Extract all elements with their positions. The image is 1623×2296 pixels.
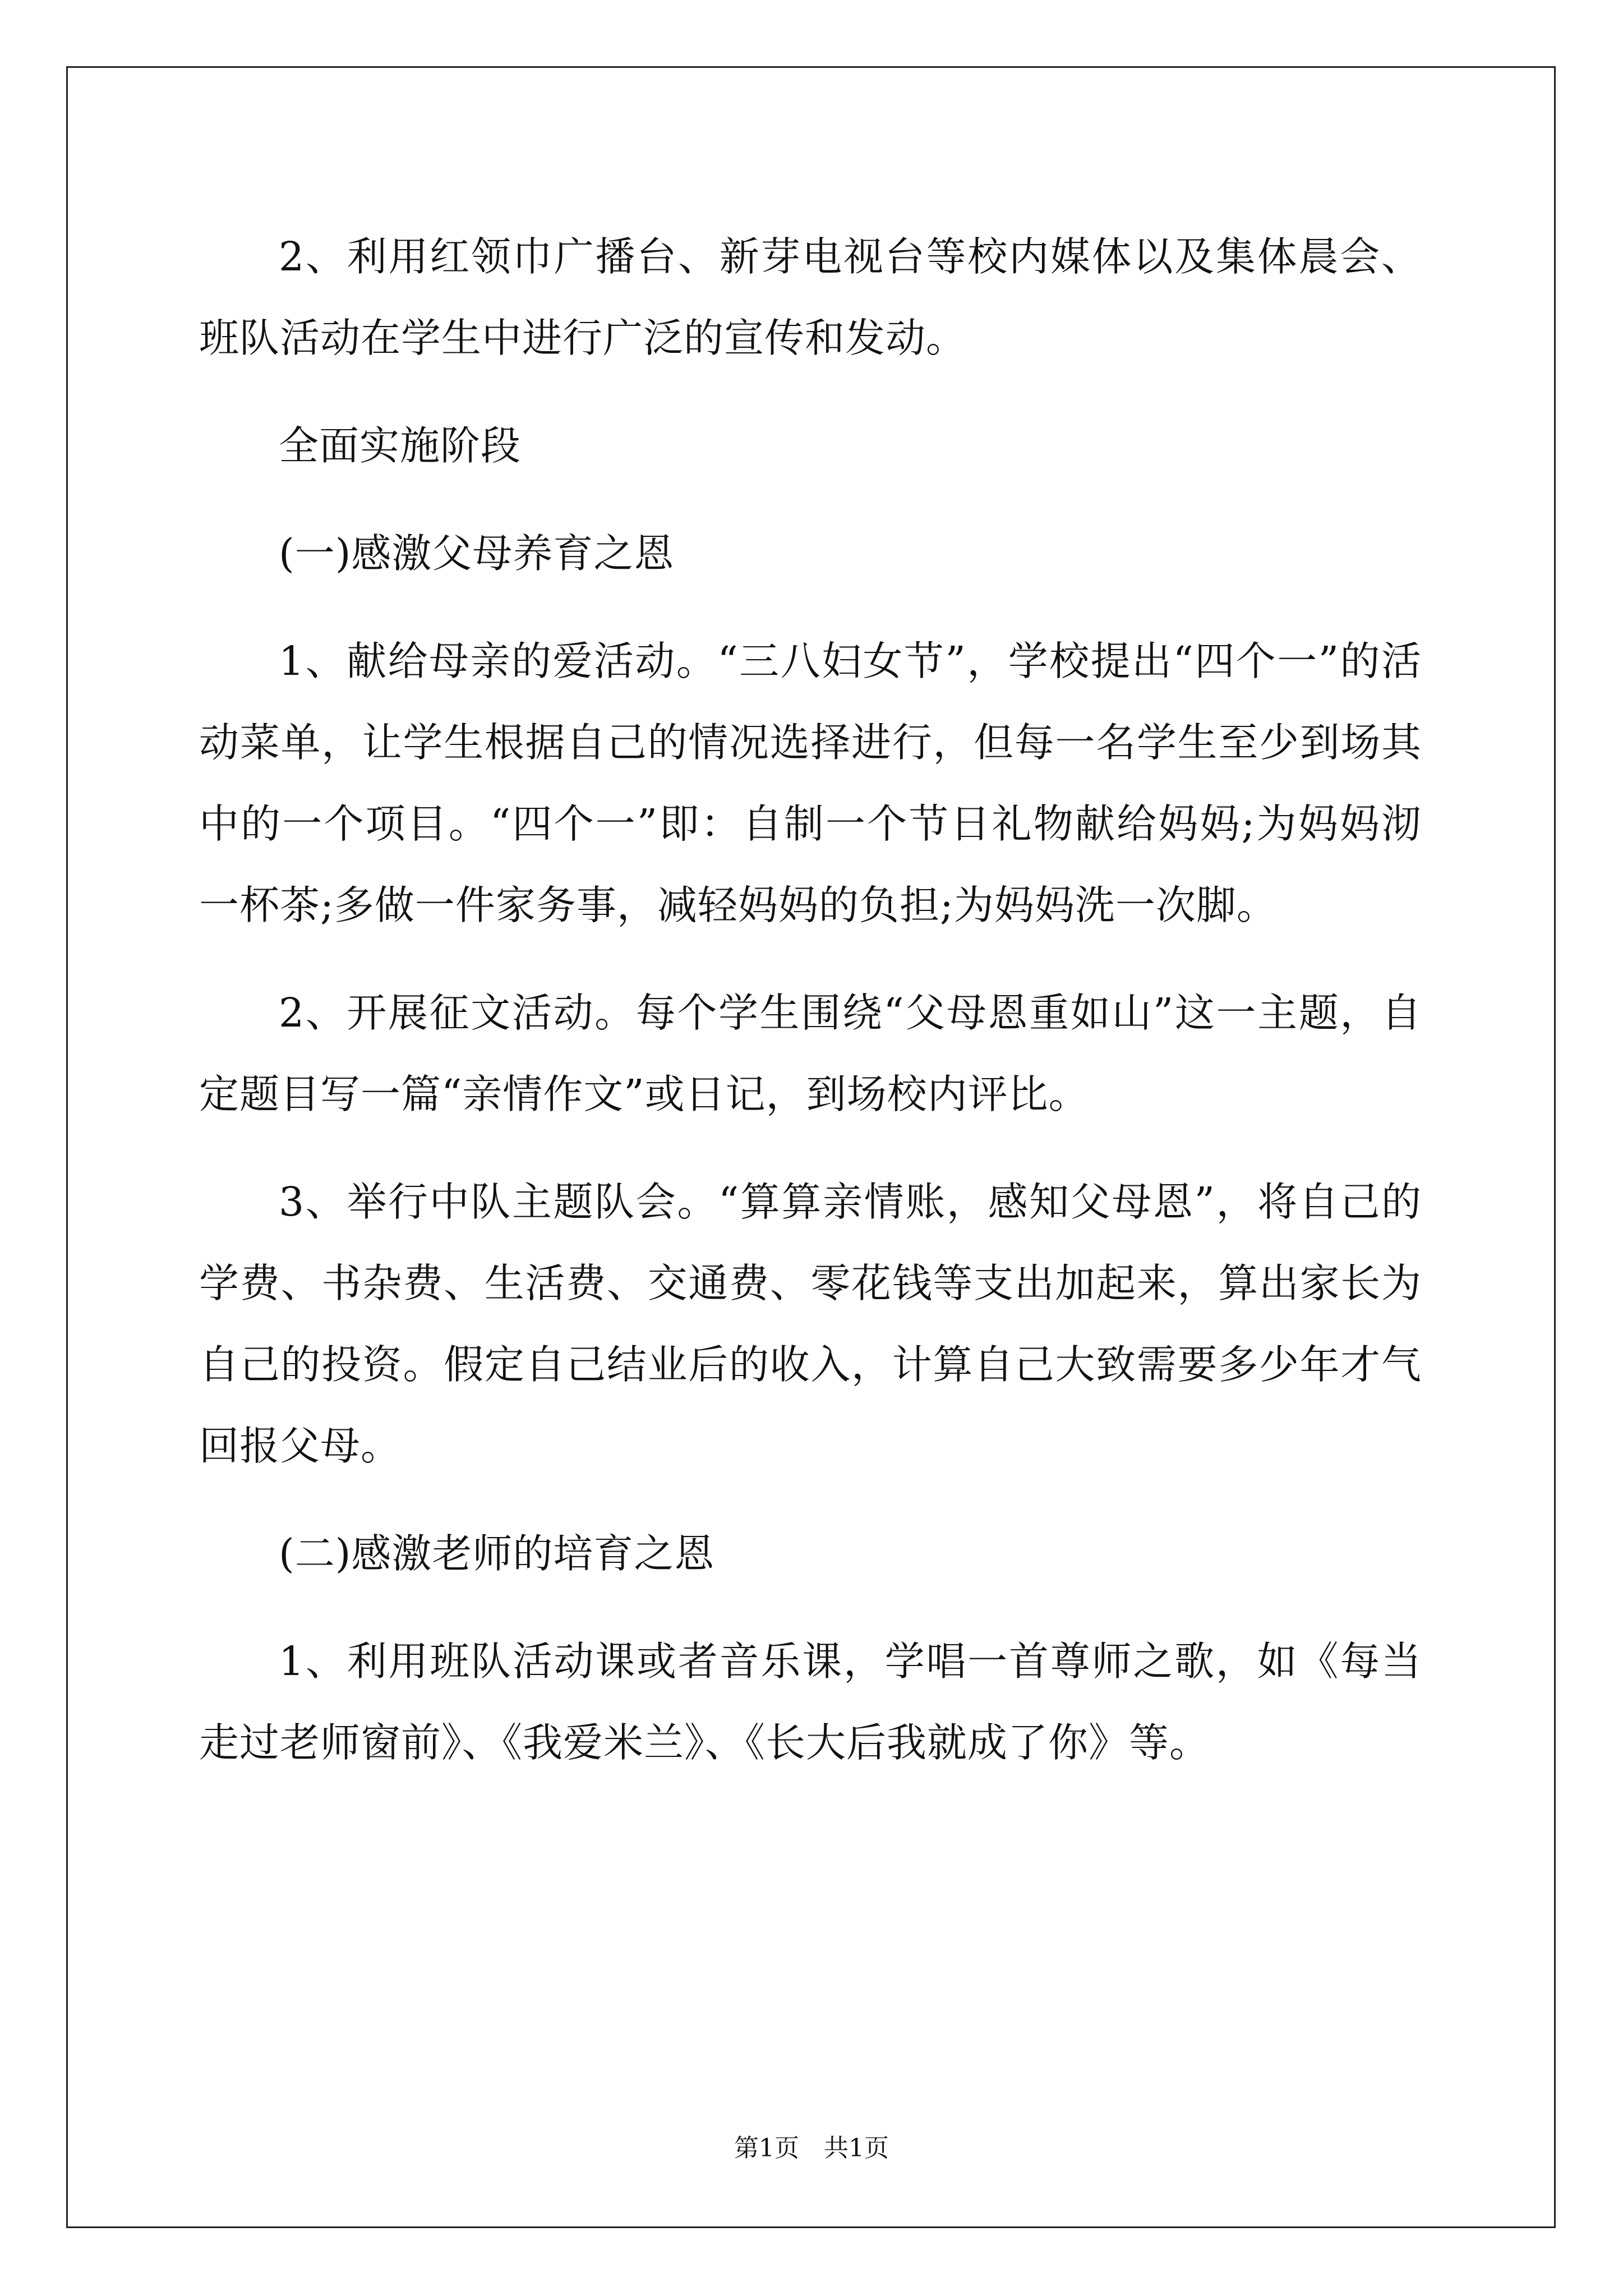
- page-number: 第1页: [734, 2134, 799, 2162]
- paragraph: 2、利用红领巾广播台、新芽电视台等校内媒体以及集体晨会、班队活动在学生中进行广泛的宣传和发动。: [199, 233, 1422, 361]
- subsection-heading: (二)感激老师的培育之恩: [279, 1530, 715, 1577]
- section-heading: 全面实施阶段: [279, 422, 522, 469]
- paragraph: 3、举行中队主题队会。“算算亲情账，感知父母恩”，将自己的学费、书杂费、生活费、交通费、零花钱等支出加起来，算出家长为自己的投资。假定自己结业后的收入，计算自己大致需要多少年才气回报父母。: [199, 1179, 1422, 1469]
- page-footer: [0, 2132, 1623, 2165]
- paragraph: 1、献给母亲的爱活动。“三八妇女节”，学校提出“四个一”的活动菜单，让学生根据自己的情况选择进行，但每一名学生至少到场其中的一个项目。“四个一”即：自制一个节日礼物献给妈妈;为妈妈沏一杯茶;多做一件家务事，减轻妈妈的负担;为妈妈洗一次脚。: [199, 638, 1422, 928]
- document-body: [199, 216, 1422, 1810]
- page-total: 共1页: [824, 2134, 889, 2162]
- paragraph: 2、开展征文活动。每个学生围绕“父母恩重如山”这一主题，自定题目写一篇“亲情作文”或日记，到场校内评比。: [199, 990, 1422, 1117]
- subsection-heading: (一)感激父母养育之恩: [279, 530, 675, 577]
- paragraph: 1、利用班队活动课或者音乐课，学唱一首尊师之歌，如《每当走过老师窗前》、《我爱米兰》、《长大后我就成了你》等。: [199, 1638, 1422, 1766]
